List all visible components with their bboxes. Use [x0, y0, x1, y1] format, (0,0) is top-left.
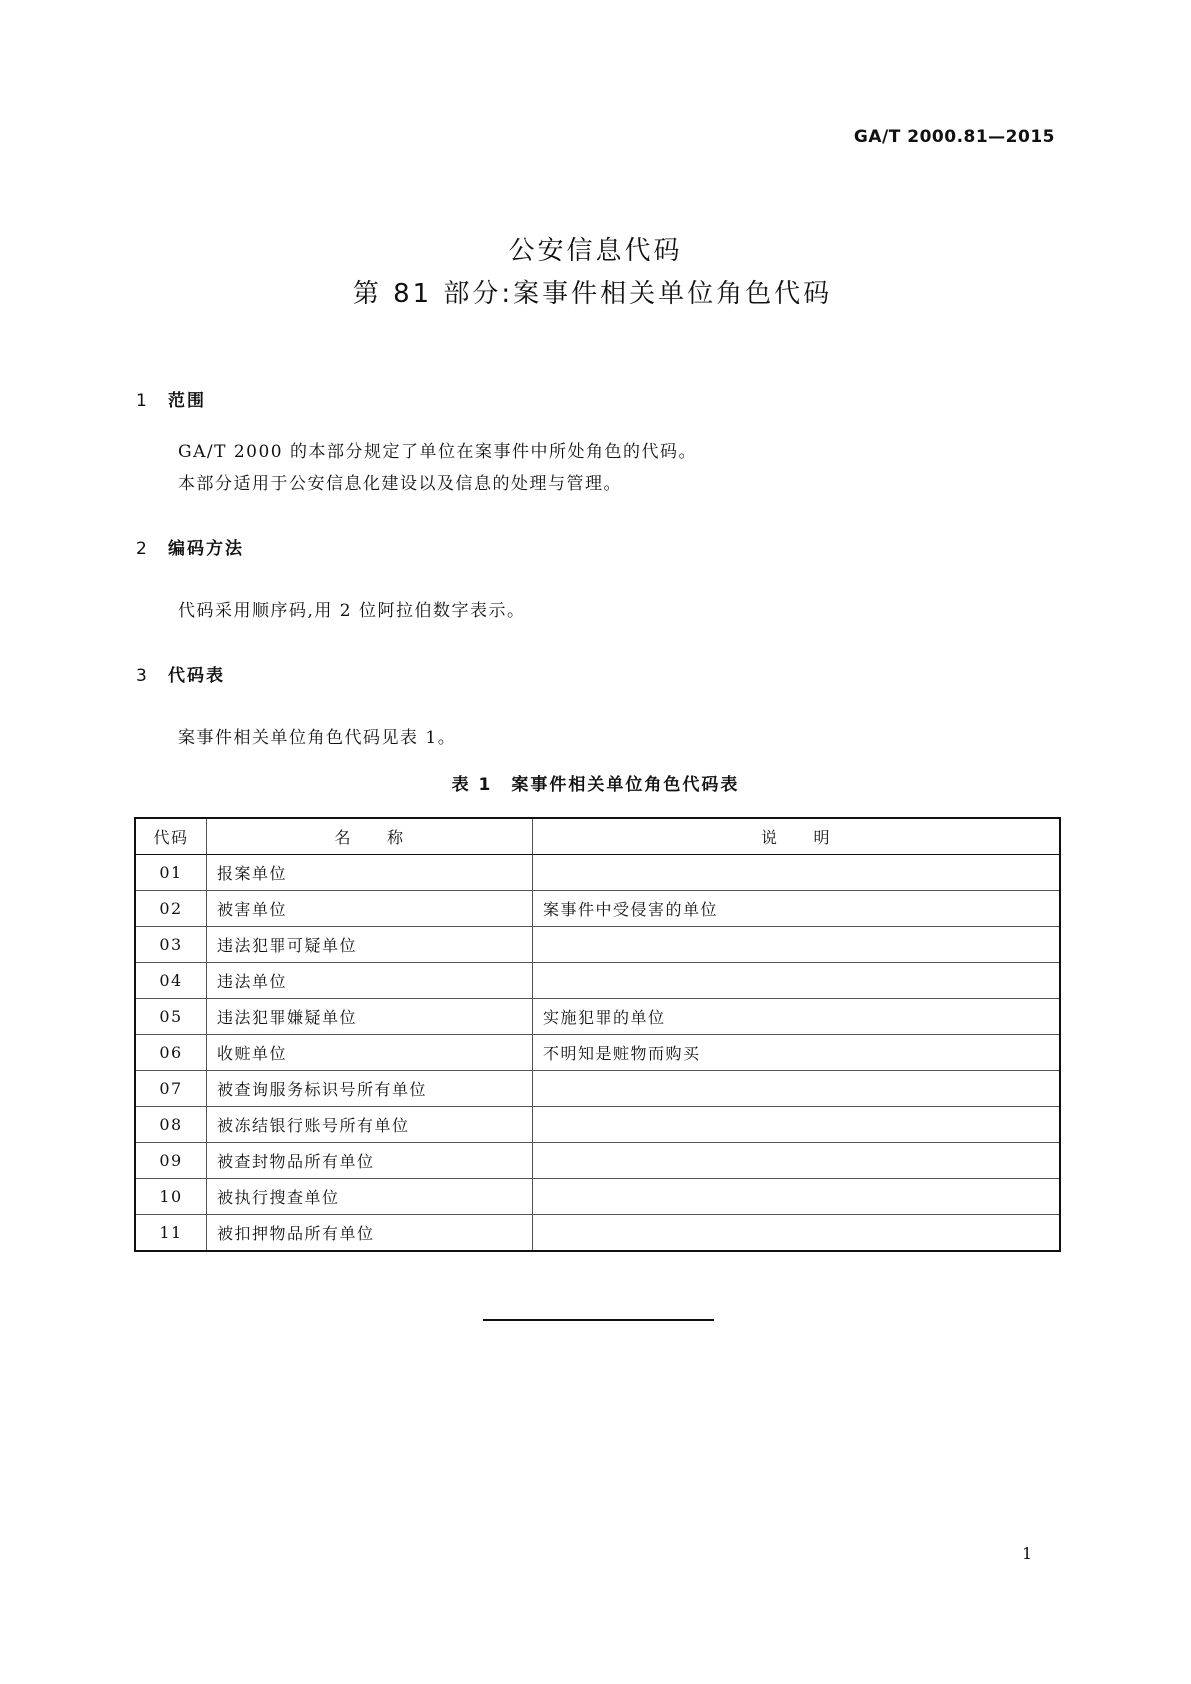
cell-code: 06: [135, 1035, 207, 1071]
cell-code: 07: [135, 1071, 207, 1107]
section-3-paragraph-1: 案事件相关单位角色代码见表 1。: [178, 728, 457, 748]
table-caption: 表 1 案事件相关单位角色代码表: [451, 775, 740, 795]
table-row: [135, 927, 1060, 963]
table-row: [135, 963, 1060, 999]
cell-code: 01: [135, 855, 207, 891]
cell-description: [533, 1179, 1061, 1215]
table-row: [135, 1179, 1060, 1215]
section-2-paragraph-1: 代码采用顺序码,用 2 位阿拉伯数字表示。: [178, 601, 526, 621]
section-title: 代码表: [168, 666, 225, 686]
cell-name: 报案单位: [207, 855, 533, 891]
cell-name: 被害单位: [207, 891, 533, 927]
header-name: 名 称: [207, 818, 533, 855]
cell-name: 违法单位: [207, 963, 533, 999]
header-code: 代码: [135, 818, 207, 855]
cell-description: 案事件中受侵害的单位: [533, 891, 1061, 927]
document-title: 公安信息代码: [508, 236, 683, 266]
table-row: [135, 1215, 1060, 1252]
cell-name: 被查封物品所有单位: [207, 1143, 533, 1179]
section-1-paragraph-2: 本部分适用于公安信息化建设以及信息的处理与管理。: [178, 474, 622, 494]
cell-description: [533, 1215, 1061, 1252]
section-title: 编码方法: [168, 539, 244, 559]
table-row: [135, 855, 1060, 891]
table-row: [135, 1071, 1060, 1107]
section-number: 1: [136, 391, 149, 411]
cell-description: 实施犯罪的单位: [533, 999, 1061, 1035]
header-description: 说 明: [533, 818, 1061, 855]
cell-code: 02: [135, 891, 207, 927]
section-1-paragraph-1: GA/T 2000 的本部分规定了单位在案事件中所处角色的代码。: [178, 442, 697, 462]
section-number: 3: [136, 666, 149, 686]
cell-code: 03: [135, 927, 207, 963]
cell-name: 收赃单位: [207, 1035, 533, 1071]
cell-code: 05: [135, 999, 207, 1035]
code-table: [134, 817, 1061, 1252]
section-1-heading: [136, 386, 206, 411]
table-row: [135, 999, 1060, 1035]
section-2-heading: [136, 534, 244, 559]
standard-number: GA/T 2000.81—2015: [853, 127, 1055, 147]
cell-code: 11: [135, 1215, 207, 1252]
cell-code: 08: [135, 1107, 207, 1143]
document-subtitle: 第 81 部分:案事件相关单位角色代码: [352, 279, 833, 309]
cell-description: [533, 963, 1061, 999]
end-divider: [483, 1319, 714, 1321]
table-row: [135, 1107, 1060, 1143]
cell-description: [533, 1107, 1061, 1143]
cell-description: [533, 927, 1061, 963]
table-row: [135, 1035, 1060, 1071]
section-number: 2: [136, 539, 149, 559]
cell-code: 04: [135, 963, 207, 999]
cell-name: 违法犯罪可疑单位: [207, 927, 533, 963]
cell-name: 被冻结银行账号所有单位: [207, 1107, 533, 1143]
cell-code: 09: [135, 1143, 207, 1179]
cell-description: 不明知是赃物而购买: [533, 1035, 1061, 1071]
table-row: [135, 891, 1060, 927]
cell-description: [533, 1143, 1061, 1179]
cell-name: 被查询服务标识号所有单位: [207, 1071, 533, 1107]
cell-name: 违法犯罪嫌疑单位: [207, 999, 533, 1035]
section-title: 范围: [168, 391, 206, 411]
cell-name: 被执行搜查单位: [207, 1179, 533, 1215]
cell-name: 被扣押物品所有单位: [207, 1215, 533, 1252]
cell-description: [533, 855, 1061, 891]
page-number: 1: [1022, 1544, 1033, 1563]
cell-description: [533, 1071, 1061, 1107]
table-row: [135, 1143, 1060, 1179]
cell-code: 10: [135, 1179, 207, 1215]
section-3-heading: [136, 661, 225, 686]
table-header-row: [135, 818, 1060, 855]
